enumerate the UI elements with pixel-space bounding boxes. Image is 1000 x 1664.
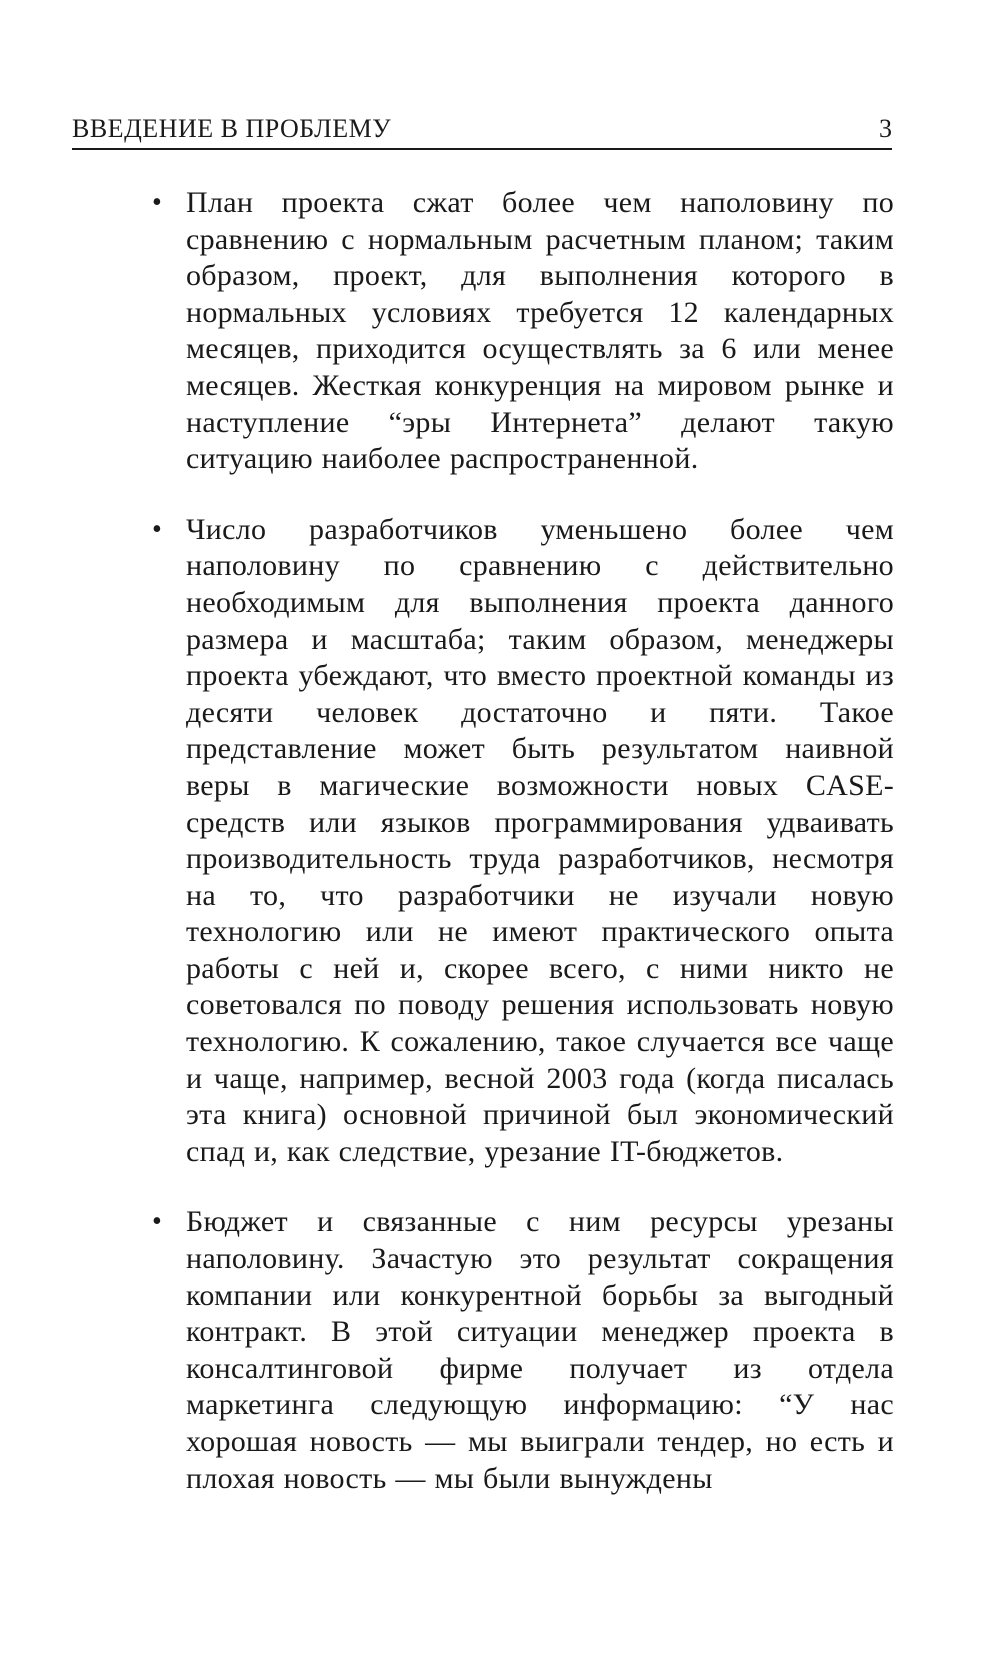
list-item-text: Бюджет и связанные с ним ресурсы урезаны наполовину. Зачастую это результат сокращения компании или конкурентной борьбы за выгодный контракт. В этой ситуации менеджер проекта в консалтинговой фирме получает из отдела маркетинга следующую информацию: “У нас хорошая новость — мы выиграли тендер, но есть и плохая новость — мы были вынуждены <box>186 1205 894 1495</box>
running-title: ВВЕДЕНИЕ В ПРОБЛЕМУ <box>72 114 392 143</box>
bullet-icon: • <box>152 513 162 545</box>
bullet-icon: • <box>152 1206 162 1238</box>
list-item <box>152 1204 894 1497</box>
list-item-text: Число разработчиков уменьшено более чем наполовину по сравнению с действительно необходимым для выполнения проекта данного размера и масштаба; таким образом, менеджеры проекта убеждают, что вместо проектной команды из десяти человек достаточно и пяти. Такое представление может быть результатом наивной веры в магические возможности новых CASE-средств или языков программирования удваивать производительность труда разработчиков, несмотря на то, что разработчики не изучали новую технологию или не имеют практического опыта работы с ней и, скорее всего, с ними никто не советовался по поводу решения использовать новую технологию. К сожалению, такое случается все чаще и чаще, например, весной 2003 года (когда писалась эта книга) основной причиной был экономический спад и, как следствие, урезание IT-бюджетов. <box>186 512 894 1168</box>
list-item-text: План проекта сжат более чем наполовину по сравнению с нормальным расчетным планом; таким образом, проект, для выполнения которого в нормальных условиях требуется 12 календарных месяцев, приходится осуществлять за 6 или менее месяцев. Жесткая конкуренция на мировом рынке и наступление “эры Интернета” делают такую ситуацию наиболее распространенной. <box>186 186 894 476</box>
running-header <box>72 108 892 150</box>
list-item <box>152 185 894 478</box>
list-item <box>152 512 894 1171</box>
page-number: 3 <box>879 114 892 143</box>
bullet-icon: • <box>152 187 162 218</box>
bullet-list <box>152 185 894 1531</box>
